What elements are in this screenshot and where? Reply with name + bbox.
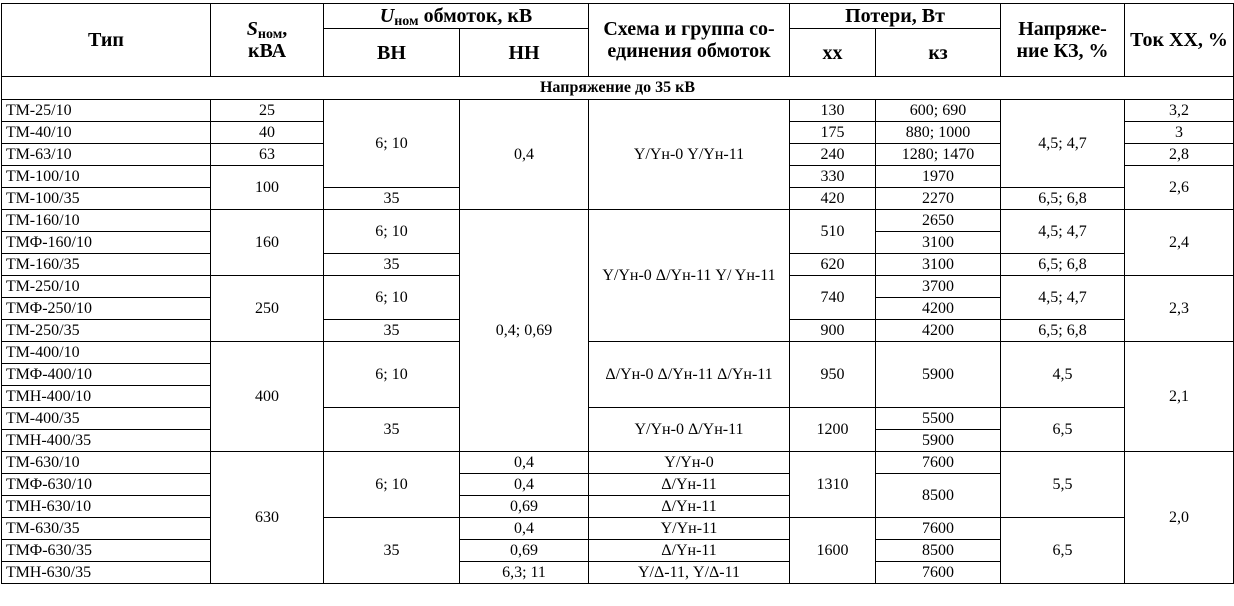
- cell-uk: 6,5; 6,8: [1001, 188, 1125, 210]
- cell-scheme: Y/Yн-0: [589, 452, 790, 474]
- cell-s: 630: [211, 452, 324, 584]
- header-kz: кз: [876, 29, 1001, 77]
- cell-type: ТМ-100/10: [2, 166, 211, 188]
- cell-type: ТМ-40/10: [2, 122, 211, 144]
- cell-type: ТМ-63/10: [2, 144, 211, 166]
- cell-type: ТМФ-250/10: [2, 298, 211, 320]
- cell-type: ТМ-160/35: [2, 254, 211, 276]
- cell-uk: 4,5; 4,7: [1001, 100, 1125, 188]
- cell-kz: 8500: [876, 540, 1001, 562]
- cell-uk: 4,5; 4,7: [1001, 276, 1125, 320]
- cell-vn: 6; 10: [324, 276, 460, 320]
- cell-type: ТМ-630/10: [2, 452, 211, 474]
- cell-nn: 6,3; 11: [460, 562, 589, 584]
- cell-ixx: 2,8: [1125, 144, 1234, 166]
- header-scheme: Схема и группа со-единения обмоток: [589, 4, 790, 77]
- cell-s: 25: [211, 100, 324, 122]
- table-row: [2, 408, 1234, 430]
- cell-vn: 6; 10: [324, 210, 460, 254]
- cell-uk: 6,5: [1001, 408, 1125, 452]
- header-losses: Потери, Вт: [790, 4, 1001, 29]
- cell-vn: 35: [324, 518, 460, 584]
- cell-xx: 900: [790, 320, 876, 342]
- cell-ixx: 2,1: [1125, 342, 1234, 452]
- cell-s: 250: [211, 276, 324, 342]
- cell-kz: 4200: [876, 298, 1001, 320]
- cell-kz: 7600: [876, 452, 1001, 474]
- cell-xx: 620: [790, 254, 876, 276]
- header-vn: ВН: [324, 29, 460, 77]
- transformer-table: [1, 3, 1234, 584]
- cell-kz: 7600: [876, 562, 1001, 584]
- cell-vn: 35: [324, 320, 460, 342]
- cell-kz: 3100: [876, 254, 1001, 276]
- cell-vn: 6; 10: [324, 100, 460, 188]
- cell-vn: 35: [324, 254, 460, 276]
- cell-ixx: 2,6: [1125, 166, 1234, 210]
- cell-ixx: 2,3: [1125, 276, 1234, 342]
- cell-vn: 6; 10: [324, 452, 460, 518]
- cell-uk: 5,5: [1001, 452, 1125, 518]
- cell-type: ТМФ-630/35: [2, 540, 211, 562]
- cell-vn: 35: [324, 408, 460, 452]
- cell-kz: 5500: [876, 408, 1001, 430]
- cell-scheme: Y/Yн-11: [589, 518, 790, 540]
- cell-uk: 4,5: [1001, 342, 1125, 408]
- cell-xx: 240: [790, 144, 876, 166]
- cell-s: 40: [211, 122, 324, 144]
- cell-s: 160: [211, 210, 324, 276]
- cell-kz: 880; 1000: [876, 122, 1001, 144]
- cell-xx: 330: [790, 166, 876, 188]
- cell-kz: 5900: [876, 430, 1001, 452]
- cell-scheme: Y/Yн-0 Δ/Yн-11: [589, 408, 790, 452]
- header-voltage-kz: Напряже-ние КЗ, %: [1001, 4, 1125, 77]
- cell-uk: 6,5: [1001, 518, 1125, 584]
- cell-xx: 510: [790, 210, 876, 254]
- cell-type: ТМ-630/35: [2, 518, 211, 540]
- cell-scheme: Y/Yн-0 Δ/Yн-11 Y/ Yн-11: [589, 210, 790, 342]
- cell-vn: 35: [324, 188, 460, 210]
- cell-s: 63: [211, 144, 324, 166]
- cell-kz: 7600: [876, 518, 1001, 540]
- cell-type: ТМФ-630/10: [2, 474, 211, 496]
- cell-kz: 2650: [876, 210, 1001, 232]
- section-title: Напряжение до 35 кВ: [2, 77, 1234, 100]
- cell-xx: 1600: [790, 518, 876, 584]
- cell-type: ТМ-400/10: [2, 342, 211, 364]
- cell-vn: 6; 10: [324, 342, 460, 408]
- cell-type: ТМ-160/10: [2, 210, 211, 232]
- cell-xx: 740: [790, 276, 876, 320]
- cell-type: ТМФ-160/10: [2, 232, 211, 254]
- cell-scheme: Δ/Yн-11: [589, 496, 790, 518]
- cell-nn: 0,4: [460, 474, 589, 496]
- cell-nn: 0,69: [460, 540, 589, 562]
- table-row: [2, 210, 1234, 232]
- cell-uk: 4,5; 4,7: [1001, 210, 1125, 254]
- cell-type: ТМ-25/10: [2, 100, 211, 122]
- cell-type: ТМН-400/10: [2, 386, 211, 408]
- cell-xx: 130: [790, 100, 876, 122]
- cell-kz: 3700: [876, 276, 1001, 298]
- cell-nn: 0,69: [460, 496, 589, 518]
- cell-kz: 2270: [876, 188, 1001, 210]
- cell-scheme: Y/Δ-11, Y/Δ-11: [589, 562, 790, 584]
- cell-s: 100: [211, 166, 324, 210]
- cell-ixx: 2,4: [1125, 210, 1234, 276]
- cell-xx: 420: [790, 188, 876, 210]
- cell-nn: 0,4: [460, 100, 589, 210]
- cell-xx: 1310: [790, 452, 876, 518]
- cell-type: ТМ-100/35: [2, 188, 211, 210]
- cell-xx: 1200: [790, 408, 876, 452]
- header-u-nom: $U_{ном}$ обмоток, кВ: [324, 4, 589, 29]
- header-current-xx: Ток ХХ, %: [1125, 4, 1234, 77]
- cell-type: ТМН-630/35: [2, 562, 211, 584]
- cell-xx: 175: [790, 122, 876, 144]
- cell-scheme: Δ/Yн-11: [589, 474, 790, 496]
- table-row: [2, 100, 1234, 122]
- cell-type: ТМФ-400/10: [2, 364, 211, 386]
- cell-type: ТМН-630/10: [2, 496, 211, 518]
- cell-type: ТМ-400/35: [2, 408, 211, 430]
- cell-type: ТМ-250/10: [2, 276, 211, 298]
- cell-ixx: 2,0: [1125, 452, 1234, 584]
- cell-kz: 5900: [876, 342, 1001, 408]
- cell-ixx: 3,2: [1125, 100, 1234, 122]
- cell-kz: 8500: [876, 474, 1001, 518]
- cell-kz: 600; 690: [876, 100, 1001, 122]
- header-xx: хх: [790, 29, 876, 77]
- cell-type: ТМ-250/35: [2, 320, 211, 342]
- cell-s: 400: [211, 342, 324, 452]
- cell-type: ТМН-400/35: [2, 430, 211, 452]
- cell-scheme: Δ/Yн-11: [589, 540, 790, 562]
- table-row: [2, 452, 1234, 474]
- header-s-nom: $S_{ном}$, кВА: [211, 4, 324, 77]
- cell-scheme: Y/Yн-0 Y/Yн-11: [589, 100, 790, 210]
- cell-nn: 0,4; 0,69: [460, 210, 589, 452]
- cell-uk: 6,5; 6,8: [1001, 254, 1125, 276]
- table-row: [2, 342, 1234, 364]
- cell-scheme: Δ/Yн-0 Δ/Yн-11 Δ/Yн-11: [589, 342, 790, 408]
- cell-ixx: 3: [1125, 122, 1234, 144]
- cell-nn: 0,4: [460, 452, 589, 474]
- cell-xx: 950: [790, 342, 876, 408]
- header-type: Тип: [2, 4, 211, 77]
- cell-kz: 1280; 1470: [876, 144, 1001, 166]
- table-row: [2, 518, 1234, 540]
- header-nn: НН: [460, 29, 589, 77]
- cell-uk: 6,5; 6,8: [1001, 320, 1125, 342]
- cell-kz: 3100: [876, 232, 1001, 254]
- cell-kz: 4200: [876, 320, 1001, 342]
- cell-kz: 1970: [876, 166, 1001, 188]
- cell-nn: 0,4: [460, 518, 589, 540]
